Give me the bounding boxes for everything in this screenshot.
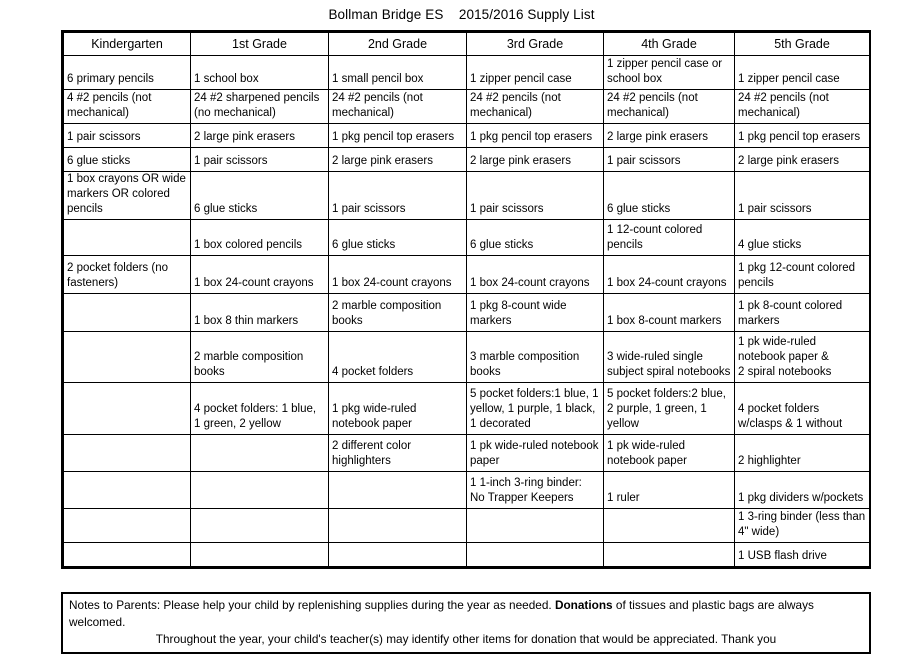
notes-line-1 [69,597,863,631]
supply-item-cell: 1 pk 8-count colored markers [735,294,870,332]
supply-item-cell: 2 marble composition books [329,294,467,332]
supply-list-table [63,32,870,567]
supply-item-cell: 1 pkg pencil top erasers [467,124,604,148]
supply-item-cell: 1 zipper pencil case [467,56,604,90]
supply-item-cell: 1 pair scissors [467,172,604,220]
supply-item-cell: 1 3-ring binder (less than 4" wide) [735,509,870,543]
supply-cell-empty [191,509,329,543]
supply-item-cell: 4 pocket folders w/clasps & 1 without [735,383,870,435]
supply-item-cell: 24 #2 pencils (not mechanical) [735,90,870,124]
supply-cell-empty [64,543,191,567]
supply-item-cell: 1 pkg wide-ruled notebook paper [329,383,467,435]
supply-item-cell: 4 glue sticks [735,220,870,256]
supply-item-cell: 5 pocket folders:2 blue, 2 purple, 1 green, 1 yellow [604,383,735,435]
supply-item-cell: 2 large pink erasers [467,148,604,172]
supply-cell-empty [191,435,329,472]
supply-item-cell: 24 #2 pencils (not mechanical) [329,90,467,124]
supply-item-cell: 1 USB flash drive [735,543,870,567]
supply-item-cell: 1 box crayons OR wide markers OR colored pencils [64,172,191,220]
supply-cell-empty [604,509,735,543]
supply-item-cell: 1 pk wide-ruled notebook paper [604,435,735,472]
supply-item-cell: 6 glue sticks [604,172,735,220]
table-row [64,256,870,294]
column-header-5th-grade: 5th Grade [735,33,870,56]
supply-item-cell: 1 pair scissors [735,172,870,220]
supply-item-cell: 2 highlighter [735,435,870,472]
table-row [64,294,870,332]
table-row [64,543,870,567]
table-row [64,148,870,172]
supply-item-cell: 3 marble composition books [467,332,604,383]
supply-item-cell: 1 pk wide-ruled notebook paper [467,435,604,472]
supply-item-cell: 1 pair scissors [191,148,329,172]
column-header-3rd-grade: 3rd Grade [467,33,604,56]
supply-item-cell: 1 1-inch 3-ring binder: No Trapper Keepers [467,472,604,509]
column-header-2nd-grade: 2nd Grade [329,33,467,56]
column-header-kindergarten: Kindergarten [64,33,191,56]
notes-text-before-donations: Notes to Parents: Please help your child by replenishing supplies during the year as needed. [69,598,555,612]
supply-list-table-frame [61,30,871,569]
supply-list-body [64,56,870,567]
supply-cell-empty [64,220,191,256]
supply-item-cell: 2 large pink erasers [735,148,870,172]
supply-item-cell: 6 primary pencils [64,56,191,90]
supply-item-cell: 1 box 24-count crayons [604,256,735,294]
supply-cell-empty [64,294,191,332]
table-row [64,509,870,543]
supply-item-cell: 1 ruler [604,472,735,509]
supply-item-cell: 2 marble composition books [191,332,329,383]
supply-item-cell: 1 school box [191,56,329,90]
supply-item-cell: 5 pocket folders:1 blue, 1 yellow, 1 purple, 1 black, 1 decorated [467,383,604,435]
supply-item-cell: 4 pocket folders [329,332,467,383]
supply-item-cell: 6 glue sticks [329,220,467,256]
supply-item-cell: 1 pair scissors [329,172,467,220]
supply-item-cell: 1 12-count colored pencils [604,220,735,256]
supply-item-cell: 2 large pink erasers [191,124,329,148]
supply-item-cell: 24 #2 pencils (not mechanical) [604,90,735,124]
supply-cell-empty [64,472,191,509]
supply-item-cell: 1 pair scissors [64,124,191,148]
supply-item-cell: 2 large pink erasers [329,148,467,172]
supply-item-cell: 1 box 24-count crayons [467,256,604,294]
supply-cell-empty [191,472,329,509]
supply-item-cell: 1 pkg pencil top erasers [735,124,870,148]
supply-item-cell: 6 glue sticks [467,220,604,256]
column-header-1st-grade: 1st Grade [191,33,329,56]
notes-text-after-donations: of tissues and plastic bags are always welcomed. [69,598,814,629]
supply-item-cell: 1 box 24-count crayons [191,256,329,294]
supply-item-cell: 2 pocket folders (no fasteners) [64,256,191,294]
supply-item-cell: 1 pkg pencil top erasers [329,124,467,148]
supply-item-cell: 1 pk wide-ruled notebook paper & 2 spiral notebooks [735,332,870,383]
table-row [64,124,870,148]
table-row [64,56,870,90]
supply-cell-empty [329,472,467,509]
table-row [64,172,870,220]
supply-item-cell: 6 glue sticks [64,148,191,172]
table-row [64,90,870,124]
supply-item-cell: 3 wide-ruled single subject spiral notebooks [604,332,735,383]
notes-line-2: Throughout the year, your child's teacher(s) may identify other items for donation that would be appreciated. Thank you [155,632,777,646]
supply-item-cell: 1 zipper pencil case or school box [604,56,735,90]
notes-donations-emphasis: Donations [554,598,613,612]
supply-item-cell: 4 #2 pencils (not mechanical) [64,90,191,124]
table-row [64,472,870,509]
supply-cell-empty [64,383,191,435]
supply-item-cell: 24 #2 pencils (not mechanical) [467,90,604,124]
supply-cell-empty [191,543,329,567]
notes-to-parents [61,592,871,654]
supply-item-cell: 1 pkg dividers w/pockets [735,472,870,509]
supply-item-cell: 1 zipper pencil case [735,56,870,90]
supply-item-cell: 24 #2 sharpened pencils (no mechanical) [191,90,329,124]
supply-item-cell: 1 box colored pencils [191,220,329,256]
supply-item-cell: 1 pkg 8-count wide markers [467,294,604,332]
supply-cell-empty [64,509,191,543]
supply-item-cell: 1 box 8 thin markers [191,294,329,332]
supply-item-cell: 1 small pencil box [329,56,467,90]
table-row [64,220,870,256]
table-header-row [64,33,870,56]
supply-item-cell: 1 pkg 12-count colored pencils [735,256,870,294]
supply-item-cell: 4 pocket folders: 1 blue, 1 green, 2 yellow [191,383,329,435]
supply-cell-empty [467,509,604,543]
supply-cell-empty [604,543,735,567]
table-row [64,435,870,472]
supply-item-cell: 2 large pink erasers [604,124,735,148]
page-title: Bollman Bridge ES 2015/2016 Supply List [328,7,595,22]
supply-item-cell: 2 different color highlighters [329,435,467,472]
supply-cell-empty [329,543,467,567]
column-header-4th-grade: 4th Grade [604,33,735,56]
supply-item-cell: 1 box 8-count markers [604,294,735,332]
supply-cell-empty [64,332,191,383]
table-row [64,383,870,435]
supply-item-cell: 1 box 24-count crayons [329,256,467,294]
supply-cell-empty [64,435,191,472]
supply-item-cell: 6 glue sticks [191,172,329,220]
supply-item-cell: 1 pair scissors [604,148,735,172]
supply-cell-empty [467,543,604,567]
supply-cell-empty [329,509,467,543]
table-row [64,332,870,383]
